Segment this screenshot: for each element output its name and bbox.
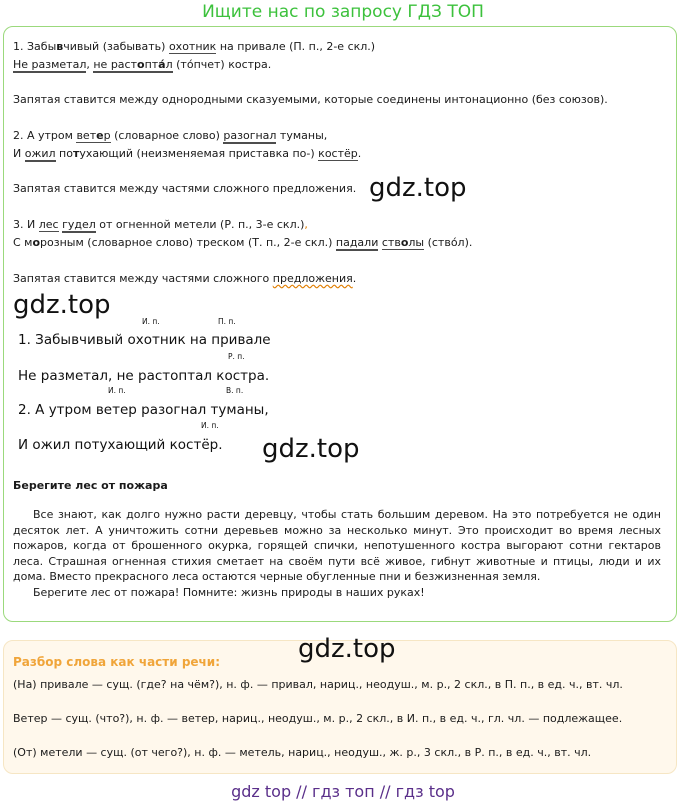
case-label: И. п. [108, 386, 126, 395]
highlight-letter: е [96, 129, 104, 142]
text-part: , [86, 58, 94, 71]
text-part: . [357, 147, 362, 160]
predicate-word: разогнал [223, 129, 277, 142]
text-part: 2. А утром [13, 129, 77, 142]
case-label: П. п. [218, 317, 236, 326]
text-part: чивый (забывать) [63, 40, 169, 53]
watermark: gdz.top [13, 290, 111, 320]
sentence-2-line-1 [13, 129, 327, 143]
predicate-word: ожил [24, 147, 56, 160]
comma-rule-1: Запятая ставится между однородными сказуемыми, которые соединены интонационно (без союзов). [13, 93, 608, 106]
text-part: лы [408, 236, 425, 249]
text-part: 3. И [13, 218, 39, 231]
text-part: л [165, 58, 173, 71]
text-part: (ство́л). [424, 236, 473, 249]
text-part: на привале (П. п., 2-е скл.) [216, 40, 376, 53]
solution-card [3, 26, 677, 622]
example-line: И ожил потухающий костёр. [18, 437, 223, 453]
comma-mark: , [304, 218, 308, 231]
case-label: И. п. [201, 421, 219, 430]
analysis-item: Ветер — сущ. (что?), н. ф. — ветер, нариц., неодуш., м. р., 2 скл., в И. п., в ед. ч., гл. чл. — подлежащее. [13, 712, 623, 725]
wavy-word: предложения [272, 272, 353, 285]
watermark: gdz.top [298, 634, 396, 664]
analysis-item: (От) метели — сущ. (от чего?), н. ф. — метель, нариц., неодуш., ж. р., 3 скл., в Р. п., в ед. ч., вт. чл. [13, 746, 592, 759]
text-part: ств [381, 236, 401, 249]
sentence-3-line-2 [13, 236, 472, 250]
text-part: розным (словарное слово) треском (Т. п., 2-е скл.) [40, 236, 336, 249]
text-part: пт [144, 58, 159, 71]
text-part: . [352, 272, 357, 285]
text-part: от огненной метели (Р. п., 3-е скл.) [95, 218, 305, 231]
highlight-letter: о [137, 58, 145, 71]
example-line: 1. Забывчивый охотник на привале [18, 332, 271, 348]
text-part: (словарное слово) [110, 129, 224, 142]
case-label: В. п. [226, 386, 244, 395]
story-paragraph: Все знают, как долго нужно расти деревцу, чтобы стать большим деревом. На это потребуется не один десяток лет. А уничтожить сотни деревьев можно за несколько минут. Это происходит во время лесных пожаров, когда от брошенного окурка, горящей спички, непотушенного костра выгорают сотни гектаров леса. Страшная огненная стихия сметает на своём пути всё живое, гибнут животные и птицы, люди и их дома. Вместо прекрасного леса остаются черные обугленные пни и безжизненная земля. [13, 508, 661, 583]
case-label: Р. п. [228, 352, 245, 361]
story-paragraph: Берегите лес от пожара! Помните: жизнь природы в наших руках! [33, 585, 425, 599]
text-part: 1. Забы [13, 40, 57, 53]
highlight-letter: т [72, 147, 80, 160]
text-part: И [13, 147, 25, 160]
highlight-letter: в [56, 40, 64, 53]
highlight-letter: о [32, 236, 41, 249]
analysis-title: Разбор слова как части речи: [13, 655, 220, 669]
text-part: по [55, 147, 73, 160]
text-part: Запятая ставится между частями сложного [13, 272, 273, 285]
case-label: И. п. [142, 317, 160, 326]
highlight-letter: а́ [158, 58, 166, 71]
subject-word: лес [38, 218, 59, 231]
page-footer: gdz top // гдз топ // гдз top [231, 782, 455, 801]
story-text [13, 507, 661, 600]
predicate-word: гудел [62, 218, 96, 231]
text-part: (то́пчет) костра. [172, 58, 272, 71]
story-title: Берегите лес от пожара [13, 479, 168, 492]
sentence-2-line-2 [13, 147, 361, 161]
comma-rule-3 [13, 272, 356, 286]
page-header: Ищите нас по запросу ГДЗ ТОП [202, 2, 484, 22]
sentence-3-line-1 [13, 218, 308, 232]
sentence-1-line-2 [13, 58, 271, 72]
subject-word: костёр [318, 147, 358, 160]
text-part: С м [13, 236, 33, 249]
text-part: не раст [93, 58, 137, 71]
text-part: ухающий (неизменяемая приставка по-) [79, 147, 319, 160]
sentence-1-line-1 [13, 40, 375, 54]
analysis-item: (На) привале — сущ. (где? на чём?), н. ф. — привал, нариц., неодуш., м. р., 2 скл., в П. п., в ед. ч., вт. чл. [13, 678, 623, 691]
comma-rule-2: Запятая ставится между частями сложного предложения. [13, 182, 357, 195]
text-part: вет [76, 129, 97, 142]
text-part: р [103, 129, 111, 142]
watermark: gdz.top [369, 173, 467, 203]
example-line: Не разметал, не растоптал костра. [18, 368, 270, 384]
text-part: туманы, [276, 129, 328, 142]
predicate-word: Не разметал [13, 58, 87, 71]
watermark: gdz.top [262, 434, 360, 464]
highlight-letter: о [400, 236, 409, 249]
example-line: 2. А утром ветер разогнал туманы, [18, 402, 269, 418]
predicate-word: падали [335, 236, 379, 249]
subject-word: охотник [168, 40, 217, 53]
